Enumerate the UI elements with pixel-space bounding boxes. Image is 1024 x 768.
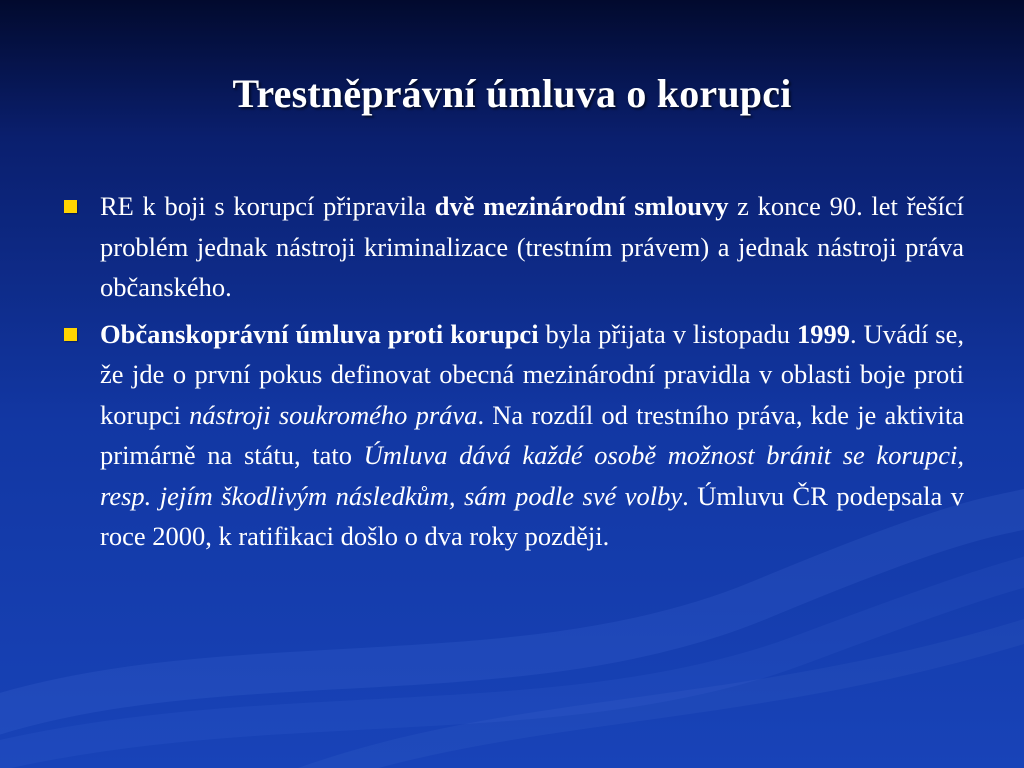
bullet-text-segment: . Uvádí se, že jde o první pokus definovat obecná mezinárodní pravidla v oblasti boje proti korupci <box>100 318 964 430</box>
bullet-item <box>62 314 964 557</box>
bullet-text-bold-segment: Občanskoprávní úmluva proti korupci <box>100 318 539 349</box>
bullet-text-segment: z konce 90. let řešící problém jednak nástroji kriminalizace (trestním právem) a jednak nástroji práva občanského. <box>100 191 964 302</box>
bullet-text-segment: . Na rozdíl od trestního práva, kde je aktivita primárně na státu, tato <box>100 399 964 470</box>
bullet-text <box>100 314 964 557</box>
bullet-text-bold-segment: 1999 <box>797 318 851 349</box>
bullet-text <box>100 186 964 308</box>
bullet-item <box>62 186 964 308</box>
slide-title: Trestněprávní úmluva o korupci <box>232 71 792 116</box>
bullet-text-segment: byla přijata v listopadu <box>538 318 798 349</box>
bullet-text-italic-segment: nástroji soukromého práva <box>189 399 478 430</box>
bullet-text-segment: . Úmluvu ČR podepsala v roce 2000, k ratifikaci došlo o dva roky později. <box>100 480 964 551</box>
square-bullet-icon <box>64 328 77 341</box>
slide-body <box>62 186 964 563</box>
bullet-text-segment: RE k boji s korupcí připravila <box>100 191 435 221</box>
square-bullet-icon <box>64 200 77 213</box>
bullet-text-italic-segment: Úmluva dává každé osobě možnost bránit se korupci, resp. jejím škodlivým následkům, sám podle své volby <box>100 440 965 511</box>
bullet-text-bold-segment: dvě mezinárodní smlouvy <box>434 191 729 221</box>
